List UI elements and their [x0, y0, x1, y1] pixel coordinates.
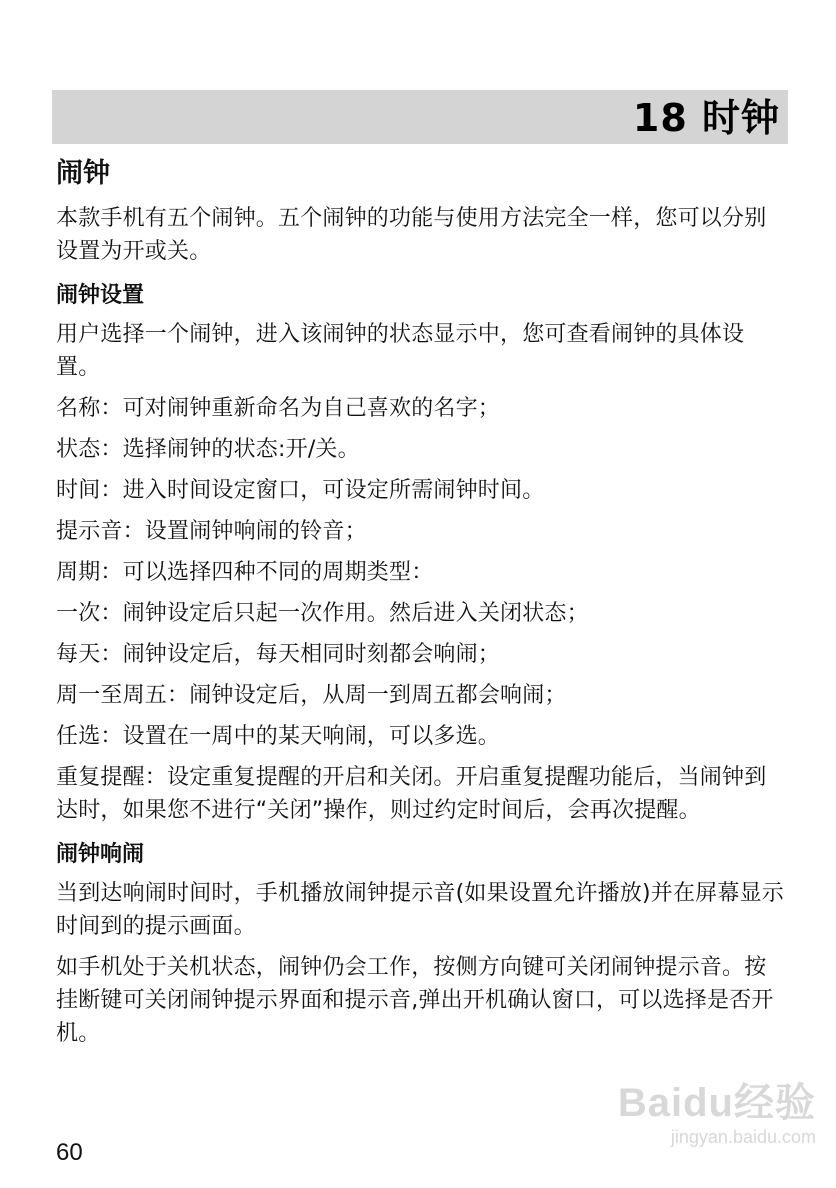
settings-paragraph: 一次：闹钟设定后只起一次作用。然后进入关闭状态； — [56, 601, 589, 626]
watermark — [616, 1080, 816, 1160]
settings-paragraph: 名称：可对闹钟重新命名为自己喜欢的名字； — [56, 396, 501, 421]
subsection-title-ringing: 闹钟响闹 — [56, 842, 145, 867]
page-content — [56, 150, 786, 1058]
settings-paragraph: 每天：闹钟设定后，每天相同时刻都会响闹； — [56, 642, 501, 667]
section-intro: 本款手机有五个闹钟。五个闹钟的功能与使用方法完全一样，您可以分别设置为开或关。 — [56, 206, 767, 264]
settings-paragraph: 时间：进入时间设定窗口，可设定所需闹钟时间。 — [56, 478, 545, 503]
settings-paragraph: 任选：设置在一周中的某天响闹，可以多选。 — [56, 724, 501, 749]
chapter-header-bar — [52, 90, 788, 144]
settings-paragraph: 周一至周五：闹钟设定后，从周一到周五都会响闹； — [56, 683, 567, 708]
page-number: 60 — [56, 1139, 83, 1166]
settings-paragraph: 用户选择一个闹钟，进入该闹钟的状态显示中，您可查看闹钟的具体设置。 — [56, 322, 745, 380]
watermark-logo: Baidu经验 — [617, 1081, 816, 1125]
watermark-url: jingyan.baidu.com — [670, 1127, 816, 1147]
subsection-title-settings: 闹钟设置 — [56, 283, 145, 308]
settings-paragraph: 状态：选择闹钟的状态:开/关。 — [56, 437, 360, 462]
settings-paragraph: 周期：可以选择四种不同的周期类型： — [56, 560, 434, 585]
section-title-alarm: 闹钟 — [56, 158, 110, 189]
chapter-title: 18 时钟 — [632, 96, 780, 140]
settings-paragraph: 提示音：设置闹钟响闹的铃音； — [56, 519, 367, 544]
ringing-paragraph: 如手机处于关机状态，闹钟仍会工作，按侧方向键可关闭闹钟提示音。按挂断键可关闭闹钟提示界面和提示音,弹出开机确认窗口，可以选择是否开机。 — [56, 955, 774, 1046]
settings-paragraph: 重复提醒：设定重复提醒的开启和关闭。开启重复提醒功能后，当闹钟到达时，如果您不进行“关闭”操作，则过约定时间后，会再次提醒。 — [56, 765, 767, 823]
ringing-paragraph: 当到达响闹时间时，手机播放闹钟提示音(如果设置允许播放)并在屏幕显示时间到的提示画面。 — [56, 881, 784, 939]
